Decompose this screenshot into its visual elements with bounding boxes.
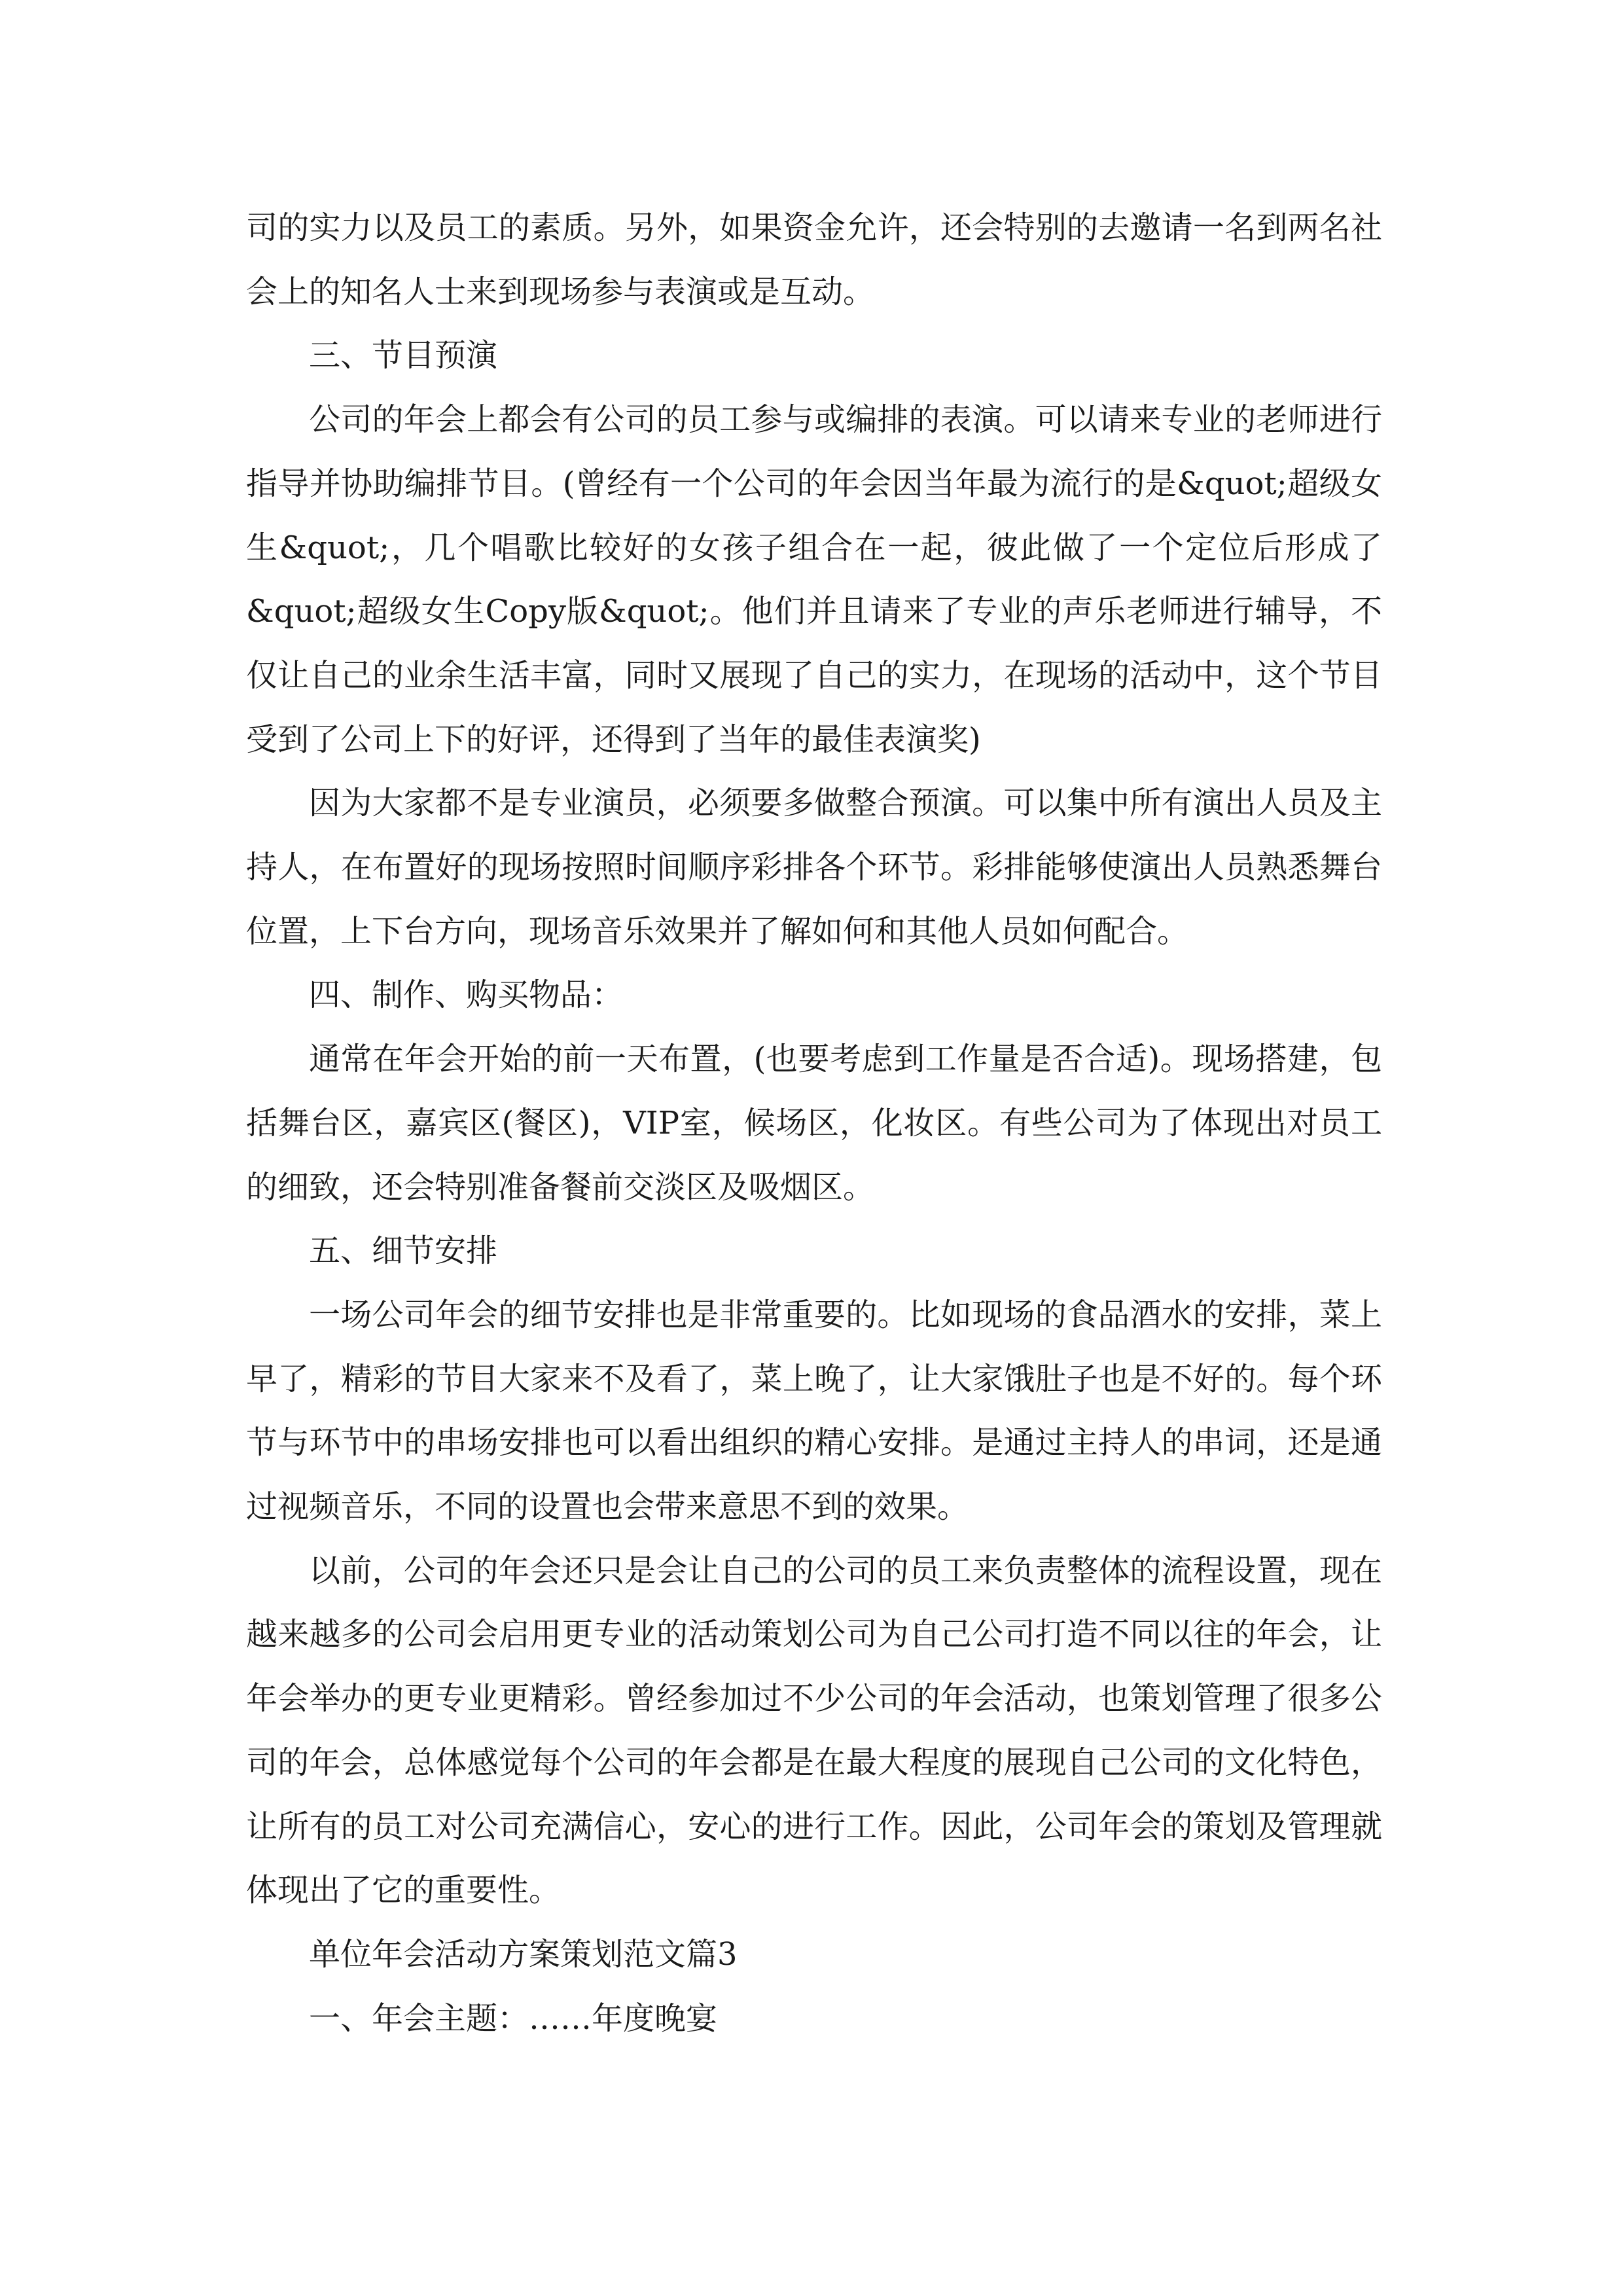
paragraph-summary: 以前，公司的年会还只是会让自己的公司的员工来负责整体的流程设置，现在越来越多的公司会启用更专业的活动策划公司为自己公司打造不同以往的年会，让年会举办的更专业更精彩。曾经参加过不少公司的年会活动，也策划管理了很多公司的年会，总体感觉每个公司的年会都是在最大程度的展现自己公司的文化特色，让所有的员工对公司充满信心，安心的进行工作。因此，公司年会的策划及管理就体现出了它的重要性。	[246, 1552, 1382, 1909]
paragraph-rehearsal-details: 因为大家都不是专业演员，必须要多做整合预演。可以集中所有演出人员及主持人，在布置好的现场按照时间顺序彩排各个环节。彩排能够使演出人员熟悉舞台位置，上下台方向，现场音乐效果并了解如何和其他人员如何配合。	[246, 785, 1382, 950]
paragraph-setup: 通常在年会开始的前一天布置，(也要考虑到工作量是否合适)。现场搭建，包括舞台区，嘉宾区(餐区)，VIP室，候场区，化妆区。有些公司为了体现出对员工的细致，还会特别准备餐前交淡区及吸烟区。	[246, 1041, 1382, 1206]
heading-theme: 一、年会主题：……年度晚宴	[309, 2000, 718, 2037]
heading-rehearsal: 三、节目预演	[309, 337, 498, 374]
document-body	[246, 196, 1382, 2051]
paragraph-performances: 公司的年会上都会有公司的员工参与或编排的表演。可以请来专业的老师进行指导并协助编排节目。(曾经有一个公司的年会因当年最为流行的是&quot;超级女生&quot;，几个唱歌比较好的女孩子组合在一起，彼此做了一个定位后形成了&quot;超级女生Copy版&quot;。他们并且请来了专业的声乐老师进行辅导，不仅让自己的业余生活丰富，同时又展现了自己的实力，在现场的活动中，这个节目受到了公司上下的好评，还得到了当年的最佳表演奖)	[246, 401, 1382, 758]
heading-details: 五、细节安排	[309, 1232, 498, 1270]
heading-sample-3: 单位年会活动方案策划范文篇3	[309, 1935, 738, 1973]
paragraph-continuation: 司的实力以及员工的素质。另外，如果资金允许，还会特别的去邀请一名到两名社会上的知名人士来到现场参与表演或是互动。	[246, 209, 1382, 310]
paragraph-details: 一场公司年会的细节安排也是非常重要的。比如现场的食品酒水的安排，菜上早了，精彩的节目大家来不及看了，菜上晚了，让大家饿肚子也是不好的。每个环节与环节中的串场安排也可以看出组织的精心安排。是通过主持人的串词，还是通过视频音乐，不同的设置也会带来意思不到的效果。	[246, 1296, 1382, 1526]
heading-purchases: 四、制作、购买物品：	[309, 977, 624, 1014]
